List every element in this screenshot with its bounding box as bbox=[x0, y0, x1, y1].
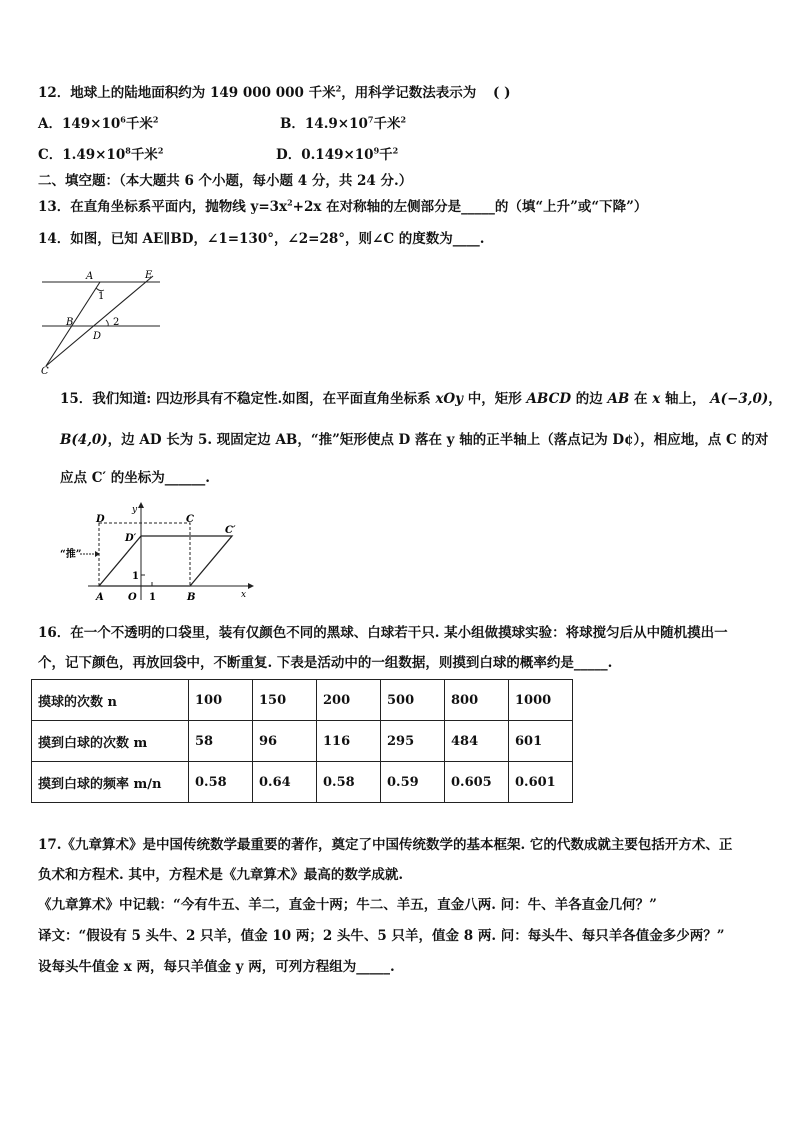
angle-2-arc bbox=[106, 320, 108, 326]
q16-line1: 16．在一个不透明的口袋里，装有仅颜色不同的黑球、白球若干只. 某小组做摸球实验：将球搅匀后从中随机摸出一 bbox=[38, 625, 728, 641]
q17-line1: 17.《九章算术》是中国传统数学最重要的著作，奠定了中国传统数学的基本框架. 它的代数成就主要包括开方术、正 bbox=[38, 837, 733, 853]
q17-line5: 设每头牛值金 x 两，每只羊值金 y 两，可列方程组为_____. bbox=[38, 959, 395, 975]
label-1-y: 1 bbox=[132, 571, 139, 582]
label-c: C bbox=[41, 366, 49, 377]
frequency-table bbox=[31, 679, 573, 803]
label-b: B bbox=[66, 317, 74, 328]
q15-line1: 15．我们知道: 四边形具有不稳定性.如图，在平面直角坐标系 xOy 中，矩形 ABCD 的边 AB 在 x 轴上， A(−3,0)， bbox=[60, 391, 782, 407]
label-x: x bbox=[241, 590, 247, 600]
label-e: E bbox=[145, 270, 153, 281]
parallelogram-abcpdp bbox=[99, 536, 232, 586]
label-push: “推” bbox=[60, 549, 82, 560]
label-d: D bbox=[96, 514, 105, 525]
table-cell: 摸球的次数 n bbox=[32, 680, 189, 721]
q13-text: 13．在直角坐标系平面内，抛物线 $y=3x^2+2x$ 在对称轴的左侧部分是_____的（填“上升”或“下降”） bbox=[38, 197, 648, 215]
line-ec bbox=[46, 276, 153, 366]
q12-option-c: C．$1.49\times 10^8$千米$^2$ bbox=[38, 145, 164, 163]
label-d: D bbox=[93, 331, 102, 342]
label-c: C bbox=[186, 514, 194, 525]
q12-paren: ( ) bbox=[493, 85, 511, 101]
label-a: A bbox=[96, 592, 104, 603]
table-cell: 0.59 bbox=[381, 762, 445, 803]
table-row bbox=[32, 680, 573, 721]
q17-line3: 《九章算术》中记载：“今有牛五、羊二，直金十两；牛二、羊五，直金八两. 问：牛、羊各直金几何？” bbox=[38, 897, 657, 913]
label-1-x: 1 bbox=[149, 592, 156, 603]
q12-option-b: B．$14.9\times 10^7$千米$^2$ bbox=[280, 114, 407, 132]
table-cell: 116 bbox=[317, 721, 381, 762]
label-b: B bbox=[187, 592, 196, 603]
rectangle-abcd bbox=[99, 523, 190, 586]
q17-line2: 负术和方程术. 其中，方程术是《九章算术》最高的数学成就. bbox=[38, 867, 404, 883]
label-a: A bbox=[86, 271, 94, 282]
label-o: O bbox=[128, 592, 137, 603]
table-cell: 0.601 bbox=[509, 762, 573, 803]
q14-text: 14．如图，已知 AE∥BD，∠1=130°，∠2=28°，则∠C 的度数为____. bbox=[38, 231, 485, 247]
table-cell: 800 bbox=[445, 680, 509, 721]
table-cell: 200 bbox=[317, 680, 381, 721]
q14-figure bbox=[36, 262, 166, 380]
table-cell: 150 bbox=[253, 680, 317, 721]
table-cell: 295 bbox=[381, 721, 445, 762]
label-dp: D′ bbox=[125, 533, 137, 544]
table-cell: 484 bbox=[445, 721, 509, 762]
y-axis-arrow bbox=[138, 502, 144, 508]
table-cell: 摸到白球的次数 m bbox=[32, 721, 189, 762]
table-cell: 601 bbox=[509, 721, 573, 762]
q16-line2: 个，记下颜色，再放回袋中，不断重复. 下表是活动中的一组数据，则摸到白球的概率约是_____. bbox=[38, 655, 613, 671]
q15-figure bbox=[58, 500, 258, 604]
table-cell: 500 bbox=[381, 680, 445, 721]
label-cp: C′ bbox=[225, 525, 236, 536]
label-1: 1 bbox=[98, 291, 105, 302]
label-y: y bbox=[132, 505, 138, 515]
table-cell: 1000 bbox=[509, 680, 573, 721]
q15-line2: B(4,0)，边 AD 长为 5. 现固定边 AB，“推”矩形使点 D 落在 y 轴的正半轴上（落点记为 D¢），相应地，点 C 的对 bbox=[60, 432, 769, 448]
q12-option-d: D．$0.149\times 10^9$千$^2$ bbox=[276, 145, 399, 163]
table-cell: 96 bbox=[253, 721, 317, 762]
table-cell: 100 bbox=[189, 680, 253, 721]
table-cell: 58 bbox=[189, 721, 253, 762]
q15-line3: 应点 C′ 的坐标为______. bbox=[60, 470, 210, 486]
x-axis-arrow bbox=[248, 583, 254, 589]
table-cell: 0.58 bbox=[189, 762, 253, 803]
table-cell: 0.58 bbox=[317, 762, 381, 803]
q12-option-a: A．$149\times 10^6$千米$^2$ bbox=[38, 114, 159, 132]
q12-stem: 12．地球上的陆地面积约为 149 000 000 千米$^2$，用科学记数法表示为 bbox=[38, 83, 477, 101]
table-cell: 0.64 bbox=[253, 762, 317, 803]
section-heading: 二、填空题：（本大题共 6 个小题，每小题 4 分，共 24 分.） bbox=[38, 173, 413, 189]
table-cell: 摸到白球的频率 m/n bbox=[32, 762, 189, 803]
table-row bbox=[32, 721, 573, 762]
table-cell: 0.605 bbox=[445, 762, 509, 803]
q17-line4: 译文：“假设有 5 头牛、2 只羊，值金 10 两；2 头牛、5 只羊，值金 8 两. 问：每头牛、每只羊各值金多少两？” bbox=[38, 928, 725, 944]
table-row bbox=[32, 762, 573, 803]
label-2: 2 bbox=[113, 317, 120, 328]
push-arrow-head bbox=[95, 551, 100, 557]
